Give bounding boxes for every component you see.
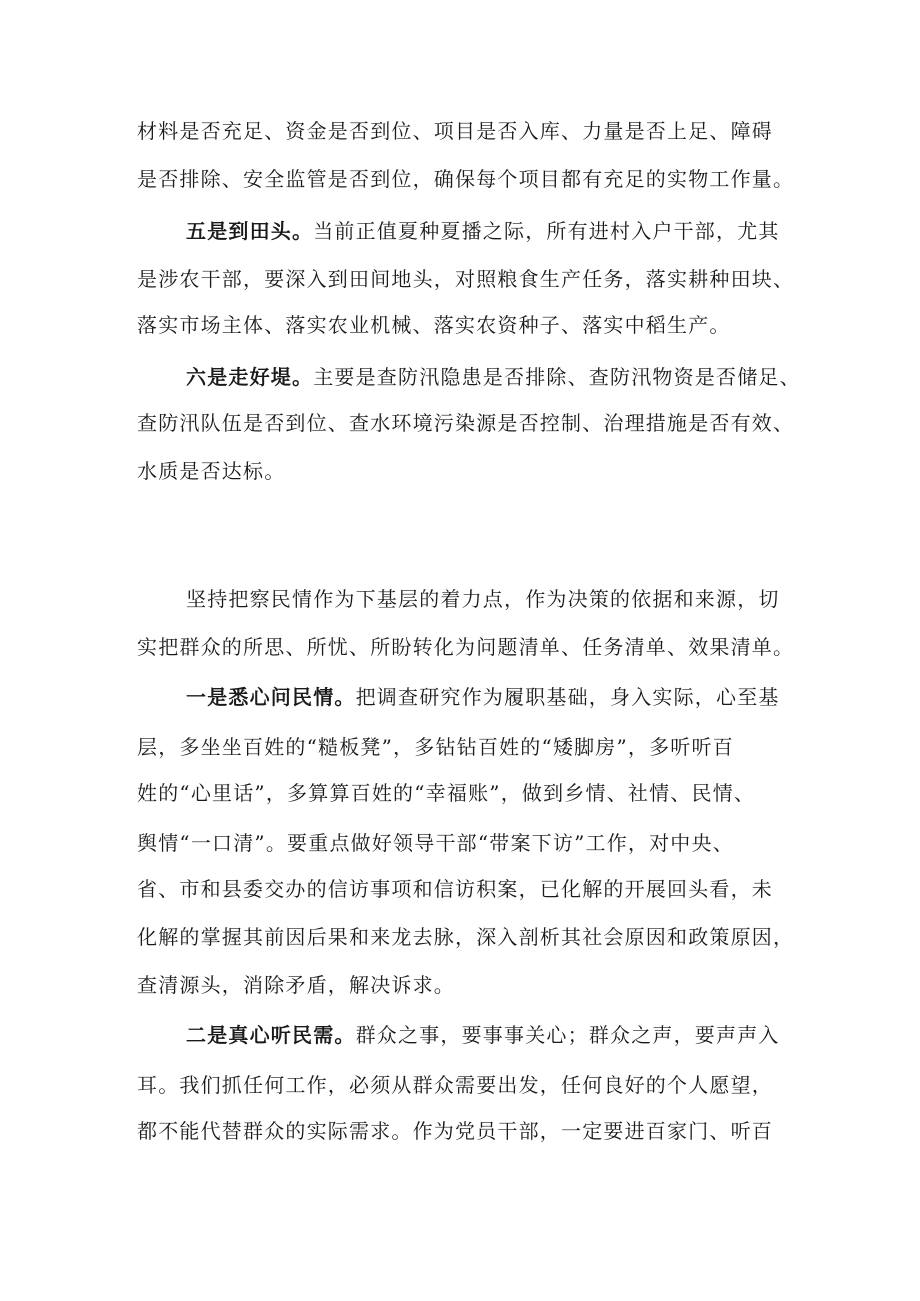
text-line: 实把群众的所思、所忧、所盼转化为问题清单、任务清单、效果清单。 [137,635,795,659]
text-run: 把调查研究作为履职基础，身入实际，心至基 [355,685,780,709]
paragraph-two [186,1022,797,1048]
text-line: 省、市和县委交办的信访事项和信访积案，已化解的开展回头看，未 [137,877,773,901]
text-line: 姓的“心里话”，多算算百姓的“幸福账”，做到乡情、社情、民情、 [137,781,756,805]
lead-phrase: 五是到田头。 [186,219,314,243]
text-line: 舆情“一口清”。要重点做好领导干部“带案下访”工作，对中央、 [137,831,734,855]
text-line: 都不能代替群众的实际需求。作为党员干部，一定要进百家门、听百 [137,1119,773,1143]
paragraph-six [186,364,801,390]
lead-phrase: 二是真心听民需。 [186,1023,356,1047]
text-line: 落实市场主体、落实农业机械、落实农资种子、落实中稻生产。 [137,313,731,337]
text-line: 耳。我们抓任何工作，必须从群众需要出发，任何良好的个人愿望， [137,1073,773,1097]
lead-phrase: 一是悉心问民情。 [186,685,356,709]
text-line: 水质是否达标。 [137,459,286,483]
text-line: 是涉农干部，要深入到田间地头，对照粮食生产任务，落实耕种田块、 [137,267,795,291]
text-line: 查防汛队伍是否到位、查水环境污染源是否控制、治理措施是否有效、 [137,411,795,435]
text-line: 是否排除、安全监管是否到位，确保每个项目都有充足的实物工作量。 [137,167,795,191]
text-line: 材料是否充足、资金是否到位、项目是否入库、力量是否上足、障碍 [137,119,773,143]
text-line: 查清源头，消除矛盾，解决诉求。 [137,973,455,997]
text-run: 群众之事，要事事关心；群众之声，要声声入 [355,1023,780,1047]
text-line: 坚持把察民情作为下基层的着力点，作为决策的依据和来源，切 [186,587,780,611]
text-run: 主要是查防汛隐患是否排除、查防汛物资是否储足、 [313,365,801,389]
text-line: 层，多坐坐百姓的“糙板凳”，多钻钻百姓的“矮脚房”，多听听百 [137,735,734,759]
paragraph-five [186,218,797,244]
paragraph-one [186,684,797,710]
text-line: 化解的掌握其前因后果和来龙去脉，深入剖析其社会原因和政策原因， [137,925,795,949]
text-run: 当前正值夏种夏播之际，所有进村入户干部，尤其 [313,219,780,243]
lead-phrase: 六是走好堤。 [186,365,314,389]
